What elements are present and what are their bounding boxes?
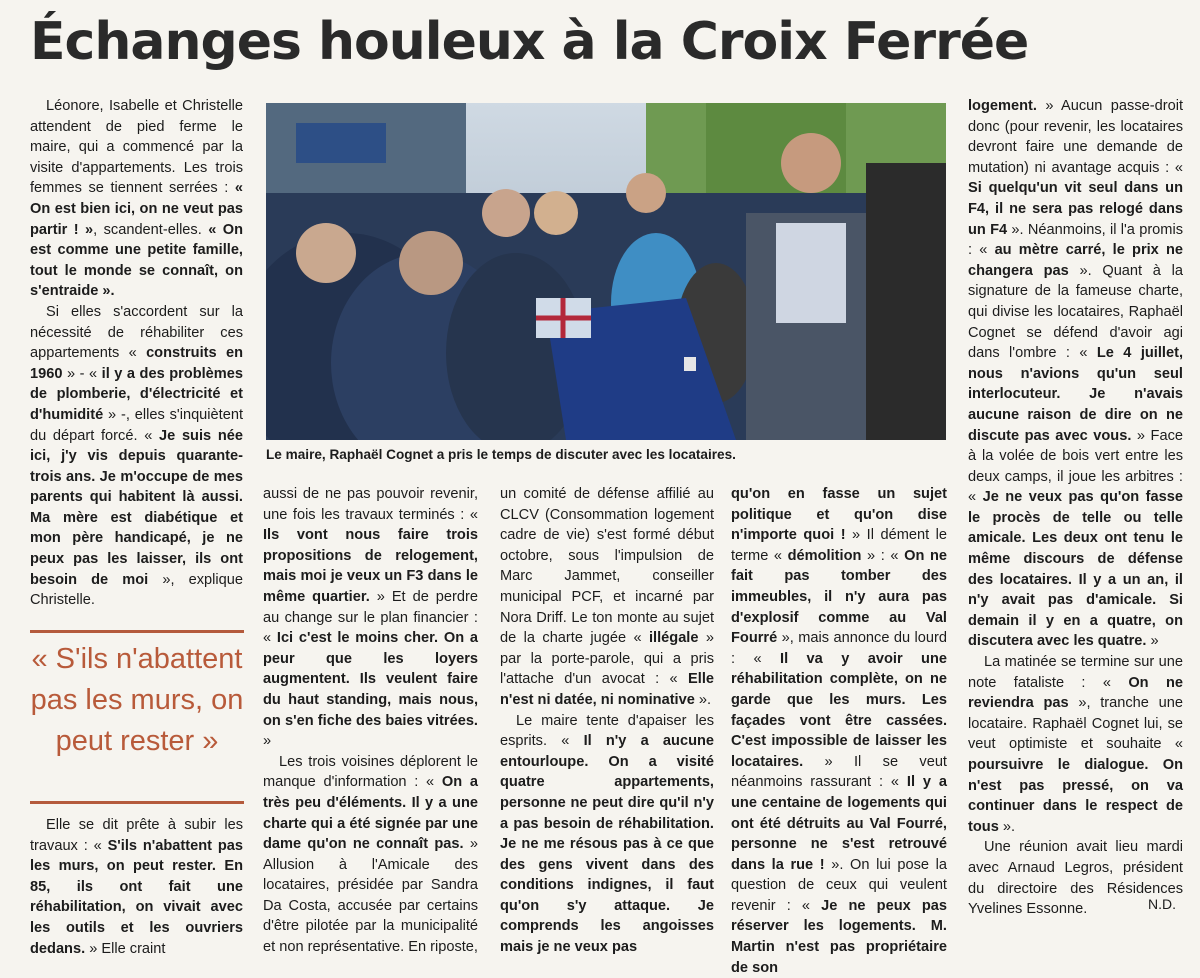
paragraph: Les trois voisines déplorent le manque d'information : « On a très peu d'éléments. Il y a une charte qui a été signée par une dame qu'on ne connaît pas. » Allusion à l'Amicale des locataires, présidée par Sandra Da Costa, accusée par certains d'être pilotée par la municipalité et non représentative. En riposte,	[263, 753, 479, 956]
article-column-4	[731, 484, 947, 978]
article-column-1-bottom	[30, 815, 243, 959]
paragraph: un comité de défense affilié au CLCV (Consommation logement cadre de vie) s'est formé début octobre, sous l'impulsion de Marc Jammet, conseiller municipal PCF, et incarné par Nora Driff. Le ton monte au sujet de la charte jugée « illégale » par la porte-parole, qui a pris l'attache d'un avocat : « Elle n'est ni datée, ni nominative ».	[500, 486, 715, 708]
paragraph: Le maire tente d'apaiser les esprits. « Il n'y a aucune entourloupe. On a visité quatre appartements, personne ne peut dire qu'il n'y a pas besoin de réhabilitation. Je ne me résous pas à ce que des gens vivent dans des conditions indignes, il faut qu'on s'y attaque. Je comprends les angoisses mais je ne veux pas	[500, 712, 715, 956]
paragraph: La matinée se termine sur une note fataliste : « On ne reviendra pas », tranche une locataire. Raphaël Cognet lui, se veut optimiste et souhaite « poursuivre le dialogue. On n'est pas pressé, on va continuer dans le respect de tous ».	[968, 654, 1183, 835]
author-signature: N.D.	[1148, 896, 1176, 912]
article-column-2	[263, 484, 478, 958]
paragraph: Une réunion avait lieu mardi avec Arnaud Legros, président du directoire des Résidences Yvelines Essonne.	[968, 839, 1183, 918]
paragraph: logement. » Aucun passe-droit donc (pour revenir, les locataires devront faire une demande de mutation) ni avantage acquis : « Si quelqu'un vit seul dans un F4, il ne sera pas relogé dans un F4 ». Néanmoins, il l'a promis : « au mètre carré, le prix ne changera pas ». Quant à la signature de la fameuse charte, qui divise les locataires, Raphaël Cognet se défend d'avoir agi dans l'ombre : « Le 4 juillet, nous n'avions qu'un seul interlocuteur. Je n'avais aucune raison de dire on ne discute pas avec vous. » Face à la volée de bois vert entre les deux camps, il joue les arbitres : « Je ne veux pas qu'on fasse le procès de telle ou telle amicale. Les deux ont tenu le même discours de défense des locataires. Il y a un an, il n'y avait pas d'amicale. Si demain il y en a quatre, on discutera avec les quatre. »	[968, 98, 1184, 650]
paragraph: Léonore, Isabelle et Christelle attendent de pied ferme le maire, qui a commencé par la visite d'appartements. Les trois femmes se tiennent serrées : « On est bien ici, on ne veut pas partir ! », scandent-elles. « On est comme une petite famille, tout le monde se connaît, on s'entraide ».	[30, 98, 244, 300]
article-photo	[266, 103, 946, 440]
paragraph: Si elles s'accordent sur la nécessité de réhabiliter ces appartements « construits en 1960 » - « il y a des problèmes de plomberie, d'électricité et d'humidité » -, elles s'inquiètent du départ forcé. « Je suis née ici, j'y vis depuis quarante-trois ans. Je m'occupe de mes parents qui habitent là aussi. Ma mère est diabétique et mon père handicapé, je ne peux pas les laisser, ils ont besoin de moi », explique Christelle.	[30, 303, 244, 609]
article-column-3	[500, 484, 714, 958]
photo-caption: Le maire, Raphaël Cognet a pris le temps de discuter avec les locataires.	[266, 447, 736, 462]
headline: Échanges houleux à la Croix Ferrée	[30, 12, 1029, 72]
paragraph: aussi de ne pas pouvoir revenir, une fois les travaux terminés : « Ils vont nous faire trois propositions de relogement, mais moi je veux un F3 dans le même quartier. » Et de perdre au change sur le plan financier : « Ici c'est le moins cher. On a peur que les loyers augmentent. Ils veulent faire du haut standing, mais nous, on s'en fiche des baies vitrées. »	[263, 486, 479, 750]
paragraph: qu'on en fasse un sujet politique et qu'on dise n'importe quoi ! » Il dément le terme « démolition » : « On ne fait pas tomber des immeubles, il n'y aura pas d'explosif comme au Val Fourré », mais annonce du lourd : « Il va y avoir une réhabilitation complète, on ne garde que les murs. Les façades vont être cassées. C'est impossible de laisser les locataires. » Il se veut néanmoins rassurant : « Il y a une centaine de logements qui ont été détruits au Val Fourré, personne ne s'est retrouvé dans la rue ! ». On lui pose la question de ceux qui veulent revenir : « Je ne peux pas réserver les logements. M. Martin n'est pas propriétaire de son	[731, 486, 948, 976]
photo-illustration	[266, 103, 946, 440]
pull-quote: « S'ils n'abattent pas les murs, on peut rester »	[30, 630, 244, 804]
article-column-5	[968, 96, 1183, 920]
article-column-1	[30, 96, 243, 611]
paragraph: Elle se dit prête à subir les travaux : « S'ils n'abattent pas les murs, on peut rester. En 85, ils ont fait une réhabilitation, on vivait avec les outils et les ouvriers dedans. » Elle craint	[30, 817, 243, 957]
